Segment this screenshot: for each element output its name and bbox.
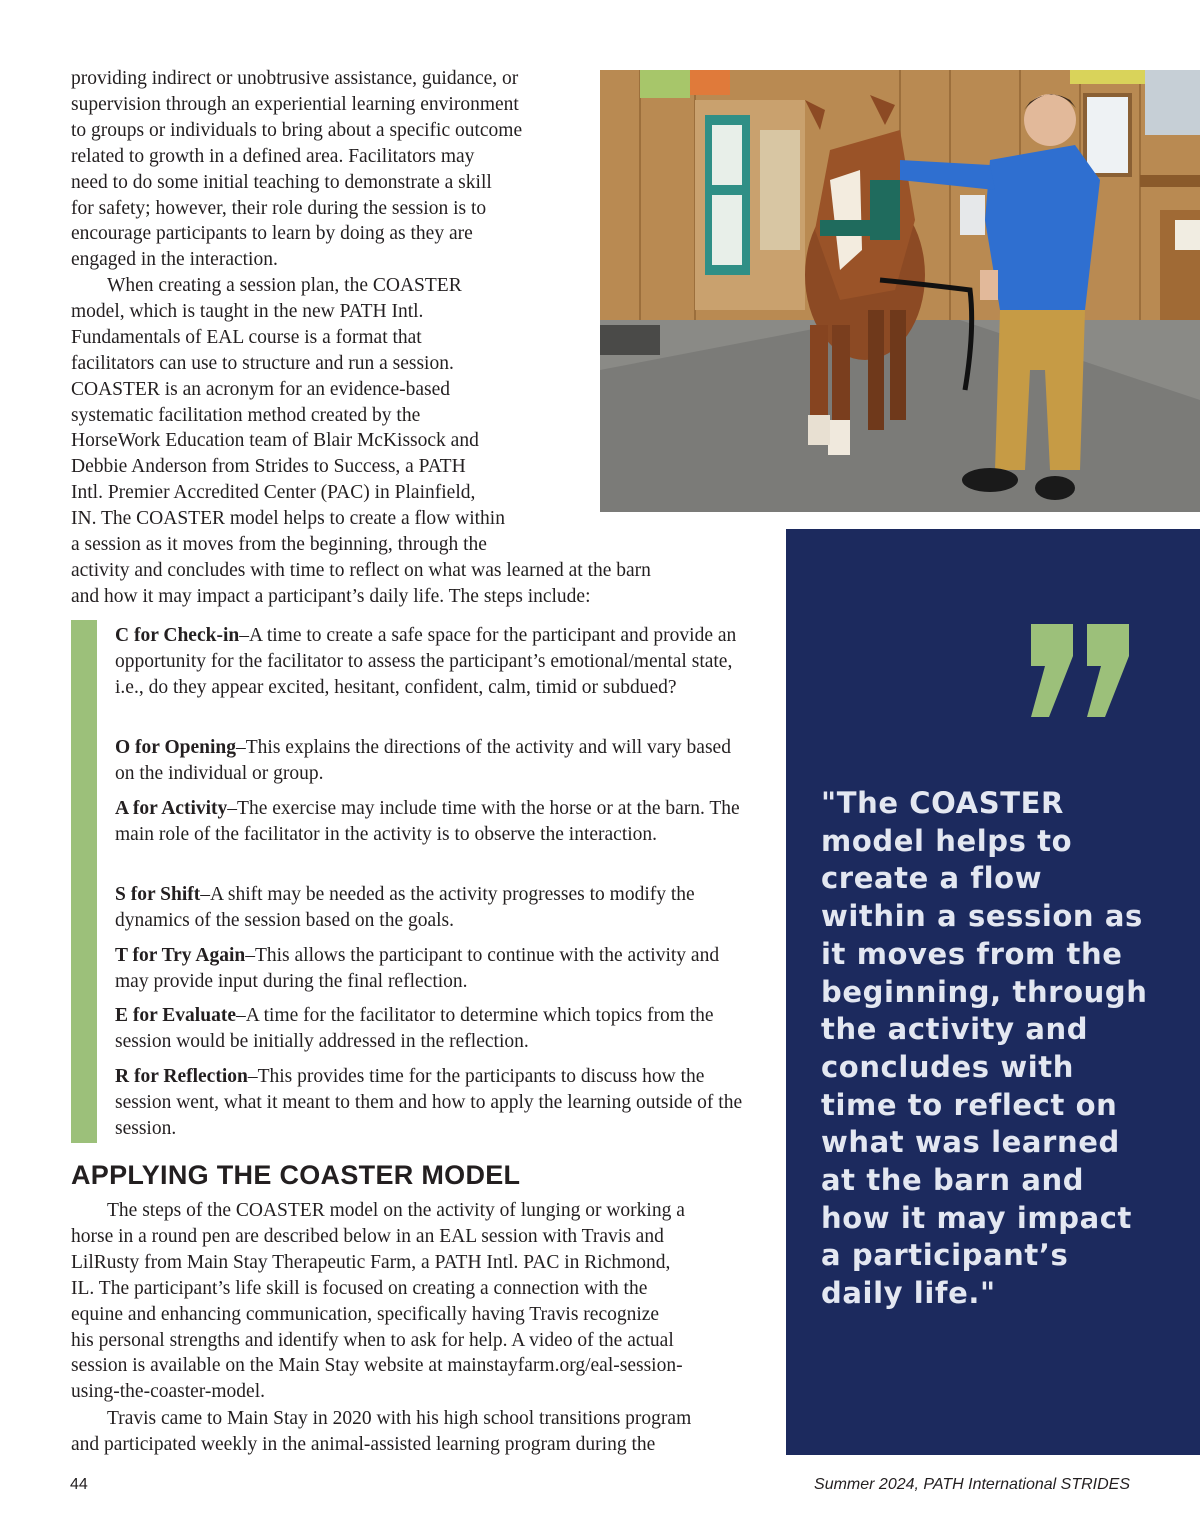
quote-line: it moves from the: [821, 936, 1123, 971]
text-line: systematic facilitation method created by the: [71, 404, 421, 426]
quote-line: the activity and: [821, 1012, 1089, 1047]
text-line: providing indirect or unobtrusive assistance, guidance, or: [71, 68, 519, 89]
step-text: –This provides time for the participants to discuss how the session went, what it meant to them and how to apply the learning outside of the session.: [115, 1066, 743, 1139]
section-paragraph-1: [71, 1198, 771, 1405]
horse-barn-photo: [600, 70, 1200, 512]
quote-line: daily life.": [821, 1276, 996, 1311]
step-check-in: [115, 623, 755, 701]
quote-line: a participant’s: [821, 1238, 1069, 1273]
step-try-again: [115, 943, 755, 995]
text-line: equine and enhancing communication, specifically having Travis recognize: [71, 1303, 660, 1325]
quote-line: at the barn and: [821, 1163, 1085, 1198]
quote-line: within a session as: [821, 899, 1143, 934]
text-line: to groups or individuals to bring about a specific outcome: [71, 119, 523, 141]
pull-quote-text: [821, 785, 1171, 1313]
text-line: Fundamentals of EAL course is a format that: [71, 326, 422, 348]
pull-quote-panel: [786, 529, 1200, 1455]
closing-quote-icon: [1031, 624, 1131, 719]
step-text: –This explains the directions of the activity and will vary based on the individual or group.: [115, 737, 731, 784]
step-term: S for Shift: [115, 884, 201, 905]
text-line: facilitators can use to structure and run a session.: [71, 352, 454, 374]
step-term: T for Try Again: [115, 945, 246, 966]
text-line: his personal strengths and identify when to ask for help. A video of the actual: [71, 1329, 674, 1351]
text-line: related to growth in a defined area. Facilitators may: [71, 145, 475, 167]
step-reflection: [115, 1064, 755, 1142]
text-line: HorseWork Education team of Blair McKissock and: [71, 430, 479, 452]
text-line: The steps of the COASTER model on the activity of lunging or working a: [107, 1200, 685, 1221]
step-opening: [115, 735, 755, 787]
section-paragraph-2: [71, 1406, 776, 1458]
steps-accent-bar: [71, 620, 97, 1143]
step-term: E for Evaluate: [115, 1005, 236, 1026]
step-text: –A time for the facilitator to determine which topics from the session would be initially addressed in the reflection.: [115, 1005, 714, 1052]
text-line: Debbie Anderson from Strides to Success, a PATH: [71, 456, 466, 478]
step-activity: [115, 796, 755, 848]
quote-line: what was learned: [821, 1125, 1120, 1160]
step-term: C for Check-in: [115, 625, 240, 646]
page-number: 44: [70, 1476, 88, 1493]
text-line: using-the-coaster-model.: [71, 1381, 266, 1403]
text-line: a session as it moves from the beginning, through the: [71, 534, 487, 556]
text-line: horse in a round pen are described below in an EAL session with Travis and: [71, 1225, 664, 1247]
step-evaluate: [115, 1003, 755, 1055]
text-line: Intl. Premier Accredited Center (PAC) in Plainfield,: [71, 482, 476, 504]
text-line: encourage participants to learn by doing as they are: [71, 223, 473, 245]
text-line: model, which is taught in the new PATH Intl.: [71, 300, 424, 322]
quote-line: concludes with: [821, 1049, 1074, 1084]
text-line: session is available on the Main Stay website at mainstayfarm.org/eal-session-: [71, 1355, 683, 1377]
intro-paragraph: [71, 66, 581, 273]
text-line: Travis came to Main Stay in 2020 with his high school transitions program: [107, 1408, 692, 1429]
quote-line: "The COASTER: [821, 786, 1064, 820]
quote-line: how it may impact: [821, 1200, 1132, 1235]
quote-line: time to reflect on: [821, 1087, 1118, 1122]
step-shift: [115, 882, 755, 934]
text-line: need to do some initial teaching to demonstrate a skill: [71, 171, 492, 193]
text-line: LilRusty from Main Stay Therapeutic Farm, a PATH Intl. PAC in Richmond,: [71, 1251, 671, 1273]
text-line: and participated weekly in the animal-assisted learning program during the: [71, 1433, 656, 1455]
text-line: engaged in the interaction.: [71, 249, 278, 271]
text-line: IL. The participant’s life skill is focused on creating a connection with the: [71, 1277, 648, 1299]
text-line: activity and concludes with time to reflect on what was learned at the barn: [71, 559, 651, 581]
step-text: –A shift may be needed as the activity progresses to modify the dynamics of the session based on the goals.: [115, 884, 695, 931]
quote-line: model helps to: [821, 823, 1073, 858]
step-text: –The exercise may include time with the horse or at the barn. The main role of the facilitator in the activity is to observe the interaction.: [115, 798, 740, 845]
step-term: R for Reflection: [115, 1066, 248, 1087]
section-heading: APPLYING THE COASTER MODEL: [71, 1160, 521, 1190]
step-term: O for Opening: [115, 737, 236, 758]
text-line: for safety; however, their role during the session is to: [71, 197, 487, 219]
text-line: supervision through an experiential learning environment: [71, 93, 519, 115]
quote-line: beginning, through: [821, 974, 1148, 1009]
text-line: When creating a session plan, the COASTER: [107, 275, 462, 296]
step-text: –This allows the participant to continue with the activity and may provide input during the final reflection.: [115, 945, 720, 992]
text-line: COASTER is an acronym for an evidence-based: [71, 378, 451, 400]
step-term: A for Activity: [115, 798, 228, 819]
step-text: –A time to create a safe space for the participant and provide an opportunity for the facilitator to assess the participant’s emotional/mental state, i.e., do they appear excited, hesitant, confident, calm, timid or subdued?: [115, 625, 737, 698]
quote-line: create a flow: [821, 861, 1043, 896]
text-line: IN. The COASTER model helps to create a flow within: [71, 508, 505, 530]
running-footer: Summer 2024, PATH International STRIDES: [814, 1476, 1130, 1493]
text-line: and how it may impact a participant’s daily life. The steps include:: [71, 585, 591, 607]
